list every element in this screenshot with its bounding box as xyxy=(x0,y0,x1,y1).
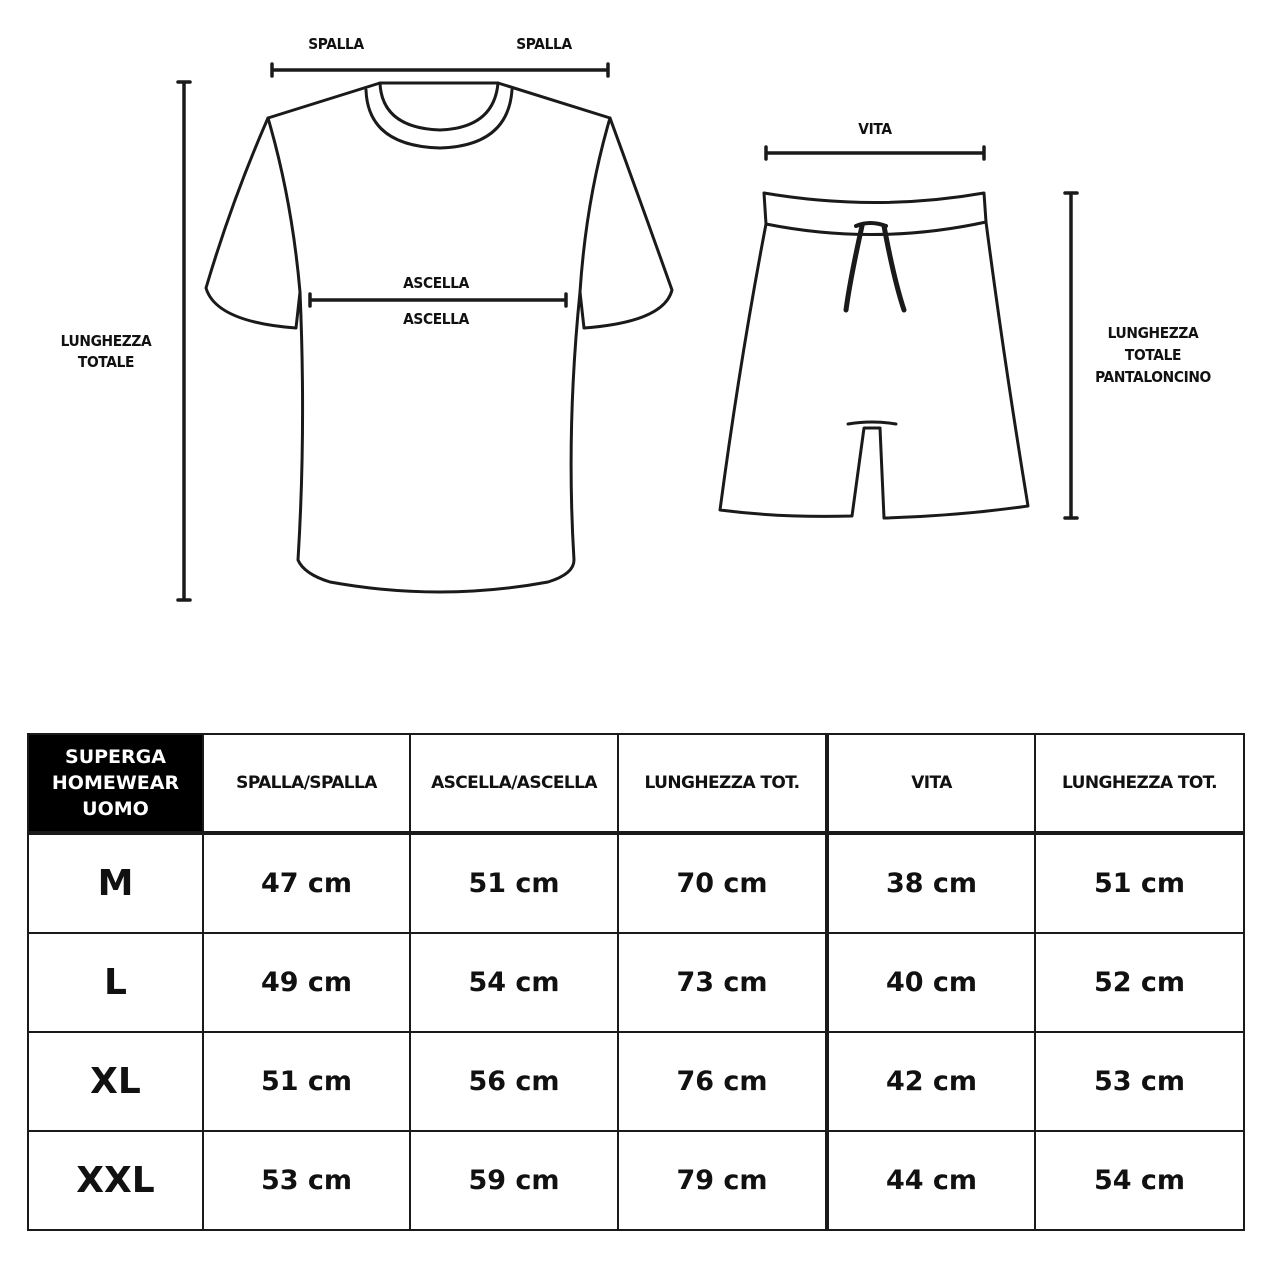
value-cell: 73 cm xyxy=(618,933,827,1032)
header-tshirt-length: LUNGHEZZA TOT. xyxy=(618,734,827,833)
armpit-top-label: ASCELLA xyxy=(403,274,469,292)
waist-label: VITA xyxy=(858,120,892,138)
value-cell: 79 cm xyxy=(618,1131,827,1230)
measurement-lines xyxy=(178,64,1077,600)
value-cell: 51 cm xyxy=(203,1032,410,1131)
value-cell: 53 cm xyxy=(203,1131,410,1230)
table-row xyxy=(28,1131,1244,1230)
value-cell: 49 cm xyxy=(203,933,410,1032)
value-cell: 44 cm xyxy=(827,1131,1035,1230)
table-header-row xyxy=(28,734,1244,833)
header-shoulder: SPALLA/SPALLA xyxy=(203,734,410,833)
brand-cell xyxy=(28,734,203,833)
brand-line-2: HOMEWEAR xyxy=(51,772,180,794)
value-cell: 38 cm xyxy=(827,833,1035,933)
size-cell: XXL xyxy=(28,1131,203,1230)
size-cell: L xyxy=(28,933,203,1032)
value-cell: 70 cm xyxy=(618,833,827,933)
value-cell: 47 cm xyxy=(203,833,410,933)
armpit-bottom-label: ASCELLA xyxy=(403,310,469,328)
brand-line-3: UOMO xyxy=(82,798,149,820)
header-armpit: ASCELLA/ASCELLA xyxy=(410,734,618,833)
value-cell: 52 cm xyxy=(1035,933,1244,1032)
value-cell: 53 cm xyxy=(1035,1032,1244,1131)
shorts-drawing xyxy=(720,193,1028,518)
value-cell: 54 cm xyxy=(410,933,618,1032)
header-waist: VITA xyxy=(827,734,1035,833)
tshirt-length-label-2: TOTALE xyxy=(77,353,135,371)
shoulder-left-label: SPALLA xyxy=(308,35,364,53)
value-cell: 54 cm xyxy=(1035,1131,1244,1230)
size-chart-table xyxy=(27,733,1245,1231)
value-cell: 42 cm xyxy=(827,1032,1035,1131)
shorts-length-label-2: TOTALE xyxy=(1124,346,1182,364)
value-cell: 56 cm xyxy=(410,1032,618,1131)
value-cell: 40 cm xyxy=(827,933,1035,1032)
size-cell: XL xyxy=(28,1032,203,1131)
table-row xyxy=(28,933,1244,1032)
header-shorts-length: LUNGHEZZA TOT. xyxy=(1035,734,1244,833)
brand-line-1: SUPERGA xyxy=(65,746,166,768)
tshirt-drawing xyxy=(206,83,672,592)
table-row xyxy=(28,1032,1244,1131)
value-cell: 51 cm xyxy=(410,833,618,933)
value-cell: 76 cm xyxy=(618,1032,827,1131)
shorts-length-label-3: PANTALONCINO xyxy=(1095,368,1211,386)
size-cell: M xyxy=(28,833,203,933)
table-row xyxy=(28,833,1244,933)
tshirt-length-label-1: LUNGHEZZA xyxy=(60,332,152,350)
shorts-length-label-1: LUNGHEZZA xyxy=(1107,324,1199,342)
value-cell: 59 cm xyxy=(410,1131,618,1230)
value-cell: 51 cm xyxy=(1035,833,1244,933)
shoulder-right-label: SPALLA xyxy=(516,35,572,53)
